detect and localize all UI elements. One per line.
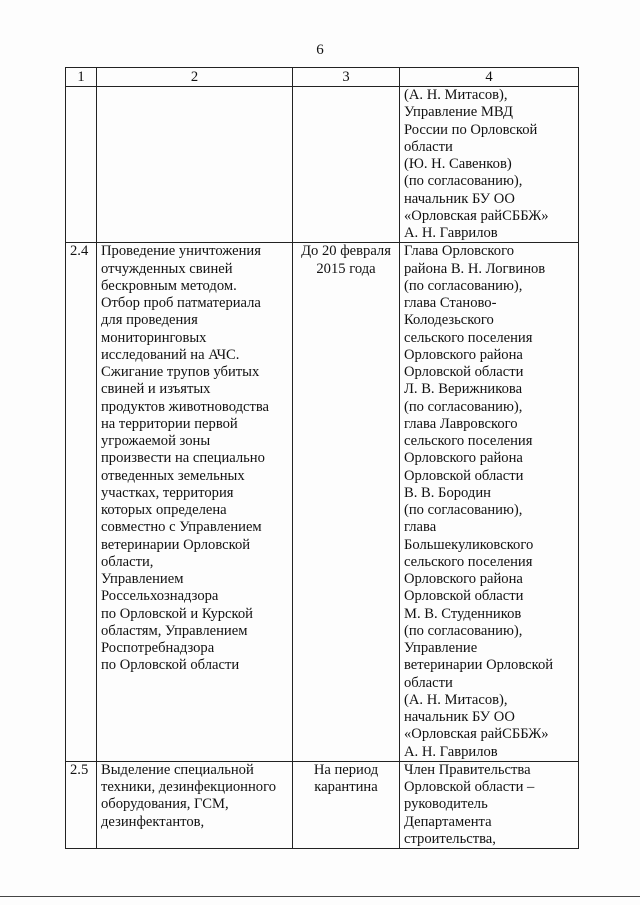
text-line: совместно с Управлением <box>101 519 262 536</box>
text-line: Большекуликовского <box>404 536 534 553</box>
table-row <box>66 87 579 243</box>
text-line: отведенных земельных <box>101 467 245 484</box>
text-line: В. В. Бородин <box>404 484 491 501</box>
text-line: Отбор проб патматериала <box>101 295 261 311</box>
deadline-cell <box>293 761 400 848</box>
text-line: которых определена <box>101 502 227 518</box>
item-number-cell <box>66 87 97 243</box>
text-line: исследований на АЧС. <box>101 346 240 363</box>
text-line: глава Лавровского <box>404 415 518 432</box>
column-header: 1 <box>66 68 97 87</box>
text-line: Проведение уничтожения <box>101 243 261 260</box>
text-line: сельского поселения <box>404 433 533 449</box>
text-line: (А. Н. Митасов), <box>404 87 508 103</box>
text-line: бескровным методом. <box>101 277 237 294</box>
text-line: начальник БУ ОО <box>404 190 515 207</box>
item-number-cell: 2.5 <box>66 761 97 848</box>
text-line: России по Орловской <box>404 121 538 138</box>
text-line: «Орловская райСББЖ» <box>404 726 549 743</box>
text-line: области <box>404 674 453 691</box>
text-line: сельского поселения <box>404 553 533 570</box>
text-line: строительства, <box>404 830 496 847</box>
text-line: произвести на специально <box>101 450 265 467</box>
page-number: 6 <box>316 42 324 58</box>
text-line: области <box>404 138 453 155</box>
responsible-cell <box>400 761 579 848</box>
text-line: ветеринарии Орловской <box>404 657 554 674</box>
text-line: (по согласованию), <box>404 398 523 415</box>
text-line: Россельхознадзора <box>101 588 219 605</box>
text-line: Орловской области – <box>404 779 535 795</box>
text-line: Роспотребнадзора <box>101 640 215 656</box>
text-line: Управлением <box>101 571 184 587</box>
text-line: Управление <box>404 640 478 656</box>
text-line: на территории первой <box>101 415 238 432</box>
text-line: 2015 года <box>316 260 376 277</box>
text-line: До 20 февраля <box>301 243 391 260</box>
text-line: мониторинговых <box>101 329 207 346</box>
responsible-cell <box>400 87 579 243</box>
measures-table <box>65 67 579 849</box>
scan-edge-line <box>0 896 640 897</box>
column-header: 3 <box>293 68 400 87</box>
text-line: продуктов животноводства <box>101 398 270 415</box>
text-line: области, <box>101 553 154 570</box>
text-line: А. Н. Гаврилов <box>404 225 498 241</box>
text-line: свиней и изъятых <box>101 381 211 398</box>
measure-cell <box>97 243 293 762</box>
text-line: Выделение специальной <box>101 761 254 778</box>
deadline-cell <box>293 243 400 762</box>
text-line: (по согласованию), <box>404 622 523 639</box>
text-line: (Ю. Н. Савенков) <box>404 156 512 172</box>
column-header: 2 <box>97 68 293 87</box>
text-line: (по согласованию), <box>404 277 523 294</box>
text-line: На период <box>313 761 379 778</box>
text-line: А. Н. Гаврилов <box>404 743 498 760</box>
table-header-row <box>66 68 579 87</box>
text-line: для проведения <box>101 312 198 329</box>
table-body <box>66 87 579 849</box>
text-line: Орловского района <box>404 346 523 363</box>
text-line: Л. В. Верижникова <box>404 381 523 398</box>
text-line: глава <box>404 519 437 536</box>
text-line: карантина <box>314 779 378 795</box>
deadline-cell <box>293 87 400 243</box>
text-line: областям, Управлением <box>101 622 248 639</box>
text-line: по Орловской области <box>101 657 240 674</box>
item-number-cell: 2.4 <box>66 243 97 762</box>
text-line: дезинфектантов, <box>101 813 205 830</box>
text-line: района В. Н. Логвинов <box>404 260 546 277</box>
text-line: оборудования, ГСМ, <box>101 796 229 813</box>
responsible-cell <box>400 243 579 762</box>
text-line: (по согласованию), <box>404 502 523 518</box>
text-line: Орловской области <box>404 588 524 605</box>
text-line: руководитель <box>404 796 488 813</box>
text-line: по Орловской и Курской <box>101 605 253 622</box>
text-line: Член Правительства <box>404 761 531 778</box>
text-line: глава Станово- <box>404 295 497 311</box>
text-line: М. В. Студенников <box>404 605 522 622</box>
text-line: Орловской области <box>404 467 524 484</box>
text-line: Орловского района <box>404 571 523 587</box>
text-line: (по согласованию), <box>404 173 523 190</box>
text-line: Глава Орловского <box>404 243 514 260</box>
text-line: Колодезьского <box>404 312 494 329</box>
text-line: Орловского района <box>404 450 523 467</box>
text-line: Департамента <box>404 813 492 830</box>
text-line: сельского поселения <box>404 329 533 346</box>
column-header: 4 <box>400 68 579 87</box>
text-line: угрожаемой зоны <box>101 433 211 449</box>
text-line: «Орловская райСББЖ» <box>404 207 549 224</box>
measure-cell <box>97 761 293 848</box>
measure-cell <box>97 87 293 243</box>
table-row <box>66 761 579 848</box>
text-line: Сжигание трупов убитых <box>101 364 260 380</box>
text-line: начальник БУ ОО <box>404 709 515 725</box>
text-line: отчужденных свиней <box>101 260 233 277</box>
text-line: ветеринарии Орловской <box>101 536 251 553</box>
table-row <box>66 243 579 762</box>
text-line: участках, территория <box>101 484 234 501</box>
text-line: Управление МВД <box>404 104 513 121</box>
text-line: (А. Н. Митасов), <box>404 691 508 708</box>
text-line: техники, дезинфекционного <box>101 779 277 795</box>
text-line: Орловской области <box>404 364 524 380</box>
